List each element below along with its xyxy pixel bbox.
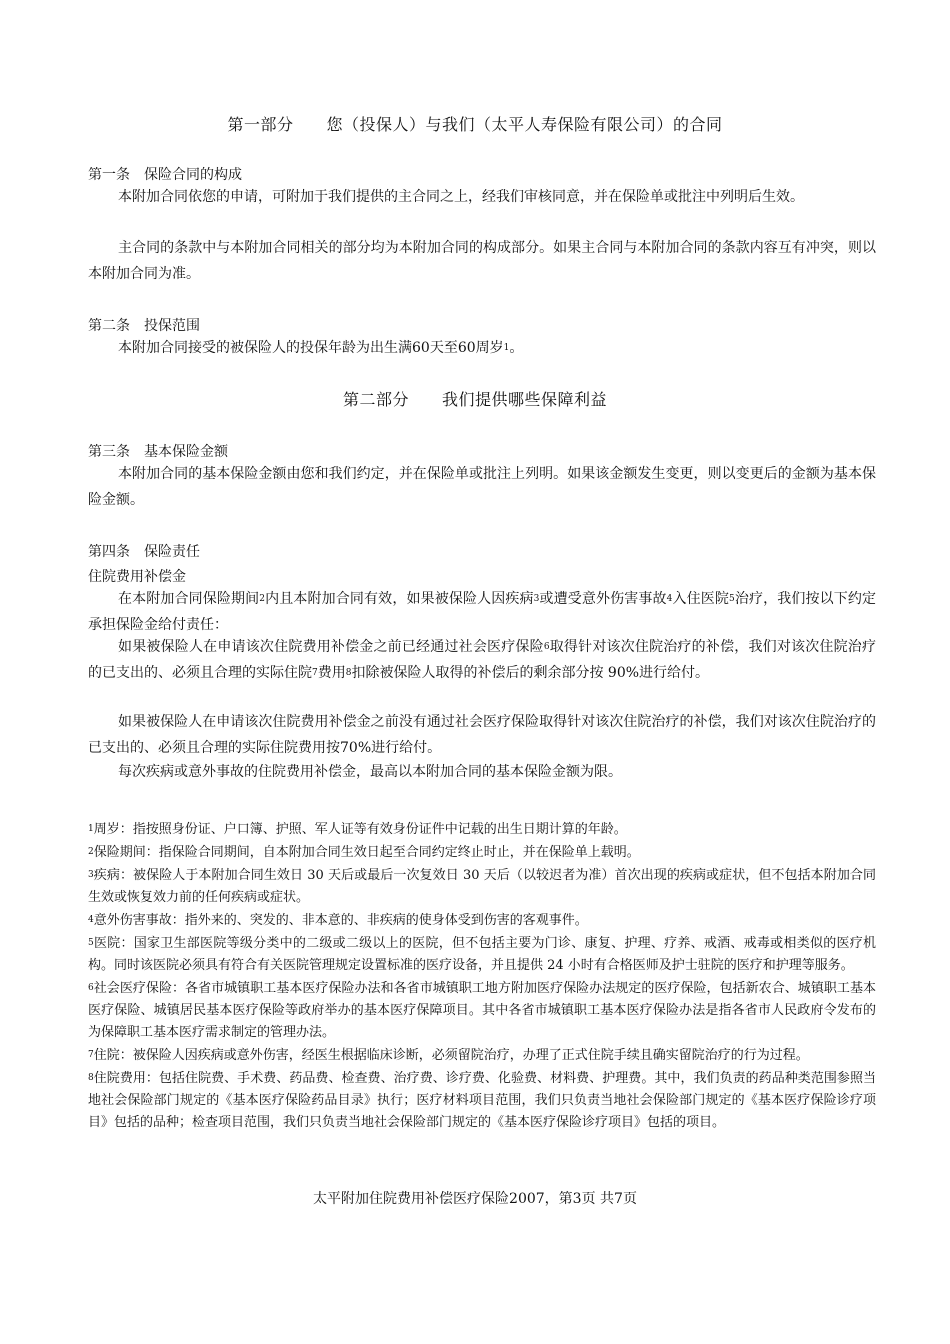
footnote-number: 8	[88, 1073, 94, 1083]
article-3-heading	[88, 441, 228, 461]
article-1-number: 第一条	[88, 167, 130, 183]
footnote-ref: 1	[503, 343, 510, 353]
footnote-text: 医院：国家卫生部医院等级分类中的二级或二级以上的医院，但不包括主要为门诊、康复、护理、疗养、戒酒、戒毒或相类似的医疗机构。同时该医院必须具有符合有关医院管理规定设置标准的医疗设备，并且提供 24 小时有合格医师及护士驻院的医疗和护理等服务。	[88, 936, 876, 973]
article-1-paragraph-2: 主合同的条款中与本附加合同相关的部分均为本附加合同的构成部分。如果主合同与本附加合同的条款内容互有冲突，则以本附加合同为准。	[88, 240, 876, 282]
footnote-text: 周岁：指按照身份证、户口簿、护照、军人证等有效身份证件中记载的出生日期计算的年龄。	[93, 822, 627, 837]
footnote-ref: 3	[533, 594, 540, 604]
footnote	[88, 932, 876, 977]
part-one-number: 第一部分	[227, 115, 294, 134]
footnote-text: 社会医疗保险：各省市城镇职工基本医疗保险办法和各省市城镇职工地方附加医疗保险办法规定的医疗保险，包括新农合、城镇职工基本医疗保险、城镇居民基本医疗保险等政府举办的基本医疗保障项目。其中各省市城镇职工基本医疗保险办法是指各省市人民政府令发布的为保障职工基本医疗需求制定的管理办法。	[88, 981, 876, 1040]
article-4-paragraph-3: 如果被保险人在申请该次住院费用补偿金之前没有通过社会医疗保险取得针对该次住院治疗的补偿，我们对该次住院治疗的已支出的、必须且合理的实际住院费用按70%进行给付。	[88, 714, 876, 756]
article-1-heading	[88, 164, 242, 184]
footnote-ref: 2	[259, 594, 266, 604]
text-run: 扣除被保险人取得的补偿后的剩余部分按 90%进行给付。	[351, 664, 710, 681]
footnote	[88, 977, 876, 1044]
article-4-paragraph-4: 每次疾病或意外事故的住院费用补偿金，最高以本附加合同的基本保险金额为限。	[118, 764, 622, 780]
footnote-ref: 8	[345, 667, 352, 678]
text-run: 费用	[317, 664, 346, 681]
article-1-title: 保险合同的构成	[144, 167, 242, 183]
article-4-paragraph-2	[88, 635, 876, 686]
part-two-number: 第二部分	[342, 390, 409, 409]
article-2-title: 投保范围	[144, 318, 200, 334]
footnote-ref: 4	[666, 594, 673, 604]
footnote-text: 保险期间：指保险合同期间，自本附加合同生效日起至合同约定终止时止，并在保险单上载明。	[93, 845, 640, 860]
footnote-number: 2	[88, 847, 94, 857]
footnotes	[88, 818, 876, 1134]
footnote-text: 住院：被保险人因疾病或意外伤害，经医生根据临床诊断，必须留院治疗，办理了正式住院手续且确实留院治疗的行为过程。	[93, 1048, 809, 1063]
part-two-heading: 我们提供哪些保障利益	[442, 390, 608, 409]
footnote	[88, 818, 876, 841]
article-4-paragraph-1	[88, 587, 876, 638]
footnote-number: 5	[88, 938, 94, 948]
text-run: 如果被保险人在申请该次住院费用补偿金之前已经通过社会医疗保险	[118, 639, 544, 655]
text-run: 治疗，我们按以下约定承担保险金给付责任：	[88, 591, 877, 633]
article-2-paragraph-1	[88, 336, 876, 362]
footnote-ref: 6	[543, 642, 550, 652]
footnote-text: 疾病：被保险人于本附加合同生效日 30 天后或最后一次复效日 30 天后（以较迟者为准）首次出现的疾病或症状，但不包括本附加合同生效或恢复效力前的任何疾病或症状。	[88, 868, 876, 905]
part-one-heading: 您（投保人）与我们（太平人寿保险有限公司）的合同	[326, 115, 723, 134]
footnote-number: 4	[88, 915, 94, 925]
part-two-title	[0, 387, 950, 410]
footnote-text: 住院费用：包括住院费、手术费、药品费、检查费、治疗费、诊疗费、化验费、材料费、护理费。其中，我们负责的药品种类范围参照当地社会保险部门规定的《基本医疗保险药品目录》执行；医疗材料项目范围，我们只负责当地社会保险部门规定的《基本医疗保险诊疗项目》包括的品种；检查项目范围，我们只负责当地社会保险部门规定的《基本医疗保险诊疗项目》包括的项目。	[88, 1071, 876, 1130]
part-one-title	[0, 112, 950, 135]
footnote-number: 7	[88, 1050, 94, 1060]
footnote	[88, 864, 876, 909]
text-run: 入住医院	[672, 591, 730, 607]
footnote	[88, 909, 876, 932]
article-3-paragraph-1: 本附加合同的基本保险金额由您和我们约定，并在保险单或批注上列明。如果该金额发生变更，则以变更后的金额为基本保险金额。	[88, 466, 876, 508]
footnote-ref: 5	[729, 594, 735, 604]
article-4-heading	[88, 541, 200, 561]
footnote	[88, 841, 876, 864]
article-2-text: 本附加合同接受的被保险人的投保年龄为出生满60天至60周岁	[118, 340, 504, 356]
footnote-number: 6	[88, 983, 94, 993]
article-2-heading	[88, 315, 200, 335]
footnote	[88, 1067, 876, 1134]
footnote-number: 1	[88, 824, 94, 834]
article-1-paragraph-1: 本附加合同依您的申请，可附加于我们提供的主合同之上，经我们审核同意，并在保险单或批注中列明后生效。	[118, 189, 804, 205]
article-3-number: 第三条	[88, 444, 130, 460]
article-2-number: 第二条	[88, 318, 130, 334]
footnote	[88, 1044, 876, 1067]
article-4-title: 保险责任	[144, 544, 200, 560]
text-run: 取得针对该次住院治疗的补偿，我们对该次住院治疗的已支出的、必须且合理的实际住院	[88, 639, 877, 681]
article-3-title: 基本保险金额	[144, 444, 228, 460]
text-run: 或遭受意外伤害事故	[539, 591, 667, 607]
text-run: 内且本附加合同有效，如果被保险人因疾病	[265, 591, 534, 607]
article-4-subheading: 住院费用补偿金	[88, 569, 186, 585]
footnote-number: 3	[88, 870, 94, 880]
footnote-ref: 7	[312, 667, 318, 678]
page-footer: 太平附加住院费用补偿医疗保险2007，第3页 共7页	[313, 1191, 637, 1207]
text-run: 在本附加合同保险期间	[118, 591, 260, 607]
article-2-text-end: 。	[509, 340, 524, 356]
footnote-text: 意外伤害事故：指外来的、突发的、非本意的、非疾病的使身体受到伤害的客观事件。	[93, 913, 588, 928]
article-4-number: 第四条	[88, 544, 130, 560]
